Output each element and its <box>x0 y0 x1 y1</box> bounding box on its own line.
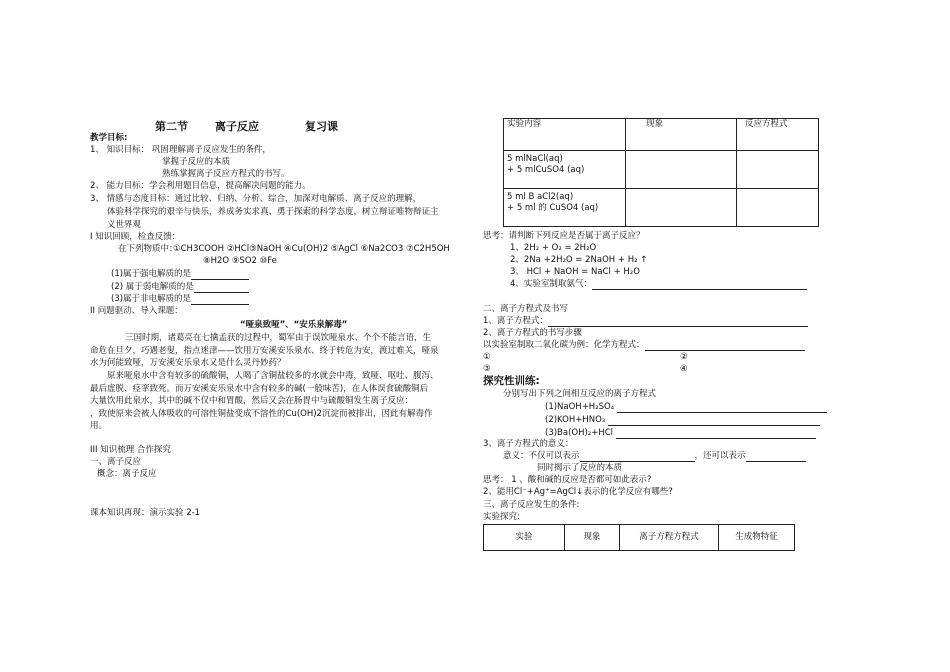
practice-heading: 探究性训练: <box>483 375 540 387</box>
objective-knowledge-3: 熟练掌握离子反应方程式的书写。 <box>162 169 290 179</box>
reaction-2: 2、2Na +2H₂O = 2NaOH + H₂ ↑ <box>510 255 648 265</box>
objectives-label: 教学目标: <box>90 133 128 143</box>
step-4: ④ <box>680 364 688 374</box>
concept-label: 概念：离子反应 <box>97 469 157 479</box>
table-header: 生成物特征 <box>719 525 795 551</box>
table-cell: 5 mlNaCl(aq) + 5 mlCuSO4 (aq) <box>504 151 626 189</box>
textbook-demo: 课本知识再现：演示实验 2-1 <box>90 508 201 518</box>
substances-list-2: ⑧H2O ⑨SO2 ⑩Fe <box>203 256 277 266</box>
page-title: 离子反应 <box>215 120 259 133</box>
experiment-table <box>503 118 819 227</box>
table-cell <box>626 151 737 189</box>
reaction-4: 4、实验室制取氨气： <box>510 279 807 290</box>
table-row <box>484 525 795 551</box>
question-non-electrolyte: (3)属于非电解质的是 <box>111 294 249 305</box>
reaction-3: 3、 HCl + NaOH = NaCl + H₂O <box>510 267 640 277</box>
story-para2-line1: 原来哑泉水中含有较多的硫酸铜，人喝了含铜盐较多的水就会中毒，致哑、呕吐、腹泻、 <box>107 371 439 381</box>
objective-knowledge: 1、 知识目标： 巩固理解离子反应发生的条件， <box>90 145 271 155</box>
section-knowledge: III 知识梳理 合作探究 <box>90 445 171 455</box>
meaning-essence: 同时揭示了反应的本质 <box>537 463 623 473</box>
substances-label: 在下列物质中： <box>118 244 178 254</box>
objective-knowledge-2: 掌握子反应的本质 <box>162 157 231 167</box>
table-cell <box>737 151 819 189</box>
ionic-equation-def: 1、离子方程式： <box>483 316 808 327</box>
reaction-1: 1、2H₂ + O₂ = 2H₂O <box>510 243 597 253</box>
story-para2-line4: ，致使原来会被人体吸收的可溶性铜盐变成不溶性的Cu(OH)2沉淀而被排出，因此有解毒作 <box>90 409 433 419</box>
objective-attitude: 3、 情感与态度目标：通过比较、归纳、分析、综合，加深对电解质、离子反应的理解， <box>90 194 422 204</box>
step-2: ② <box>680 352 688 362</box>
table-cell <box>626 189 737 227</box>
practice-description: 分别写出下列之间相互反应的离子方程式 <box>503 389 657 399</box>
think-acid-base: 思考： 1 、酸和碱的反应是否都可如此表示? <box>483 475 652 485</box>
question-weak-electrolyte: (2) 属于弱电解质的是 <box>111 282 249 293</box>
section-review: I 知识回顾，检查反馈： <box>90 232 181 242</box>
heading-ionic-reaction: 一、离子反应 <box>90 457 142 467</box>
story-para1-line2: 命危在旦夕，巧遇老叟，指点迷津——饮用万安溪安乐泉水、终于转危为安，渡过难关，哑泉 <box>90 346 439 356</box>
heading-ionic-equation: 二、离子方程式及书写 <box>483 304 569 314</box>
table-header: 实验 <box>484 525 565 551</box>
exercise-1: (1)NaOH+H₂SO₄ <box>545 402 827 413</box>
table-cell <box>737 189 819 227</box>
exercise-3: (3)Ba(OH)₂+HCl <box>545 428 816 439</box>
story-para2-line2: 最后虚脱、痉挛致死。而万安溪安乐泉水中含有较多的碱(一般味苦)，在人体误食硫酸铜后 <box>90 384 429 394</box>
objective-attitude-3: 义世界观 <box>107 220 142 230</box>
step-3: ③ <box>483 364 491 374</box>
heading-meaning: 3、离子方程式的意义： <box>483 439 574 449</box>
meaning-line: 意义：不仅可以表示 ，还可以表示 <box>503 451 806 462</box>
table-header: 实验内容 <box>504 119 626 151</box>
heading-conditions: 三、离子反应发生的条件: <box>483 500 580 510</box>
table-row <box>504 151 819 189</box>
question-strong-electrolyte: (1)属于强电解质的是 <box>111 269 249 280</box>
story-para2-line5: 用。 <box>90 421 108 431</box>
story-para2-line3: 大量饮用此泉水，其中的碱不仅中和胃酸，然后又会在肠胃中与硫酸铜发生离子反应： <box>90 396 414 406</box>
section-number: 第二节 <box>155 120 188 133</box>
table-header: 离子方程方程式 <box>620 525 719 551</box>
writing-steps: 2、离子方程式的书写步骤 <box>483 328 582 338</box>
substances-list: ①CH3COOH ②HCl③NaOH ④Cu(OH)2 ⑤AgCl ⑥Na2CO3 ⑦C2H5OH <box>173 244 450 254</box>
table-header: 现象 <box>626 119 737 151</box>
lesson-type: 复习课 <box>305 120 338 133</box>
conditions-table <box>483 524 795 551</box>
section-intro: II 问题驱动、导入课题： <box>90 306 183 316</box>
objective-ability: 2、 能力目标：学会利用题目信息，提高解决问题的能力。 <box>90 181 311 191</box>
think-silver-chloride: 2、能用Cl⁻+Ag⁺=AgCl↓表示的化学反应有哪些? <box>483 487 673 497</box>
co2-example: 以实验室制取二氧化碳为例：化学方程式： <box>483 340 805 351</box>
step-1: ① <box>483 352 491 362</box>
experiment-explore: 实验探究: <box>483 512 520 522</box>
objective-attitude-2: 体验科学探究的艰辛与快乐，养成务实求真、勇于探索的科学态度，树立辩证唯物辩证主 <box>107 207 439 217</box>
think-question: 思考：请判断下列反应是否属于离子反应？ <box>483 231 645 241</box>
story-para1-line3: 水为何能致哑，万安溪安乐泉水又是什么灵丹妙药？ <box>90 358 286 368</box>
story-para1-line1: 三国时期，诸葛亮在七擒孟获的过程中，蜀军由于误饮哑泉水、个个不能言语，生 <box>125 333 432 343</box>
table-row <box>504 189 819 227</box>
table-header: 反应方程式 <box>737 119 819 151</box>
table-cell: 5 ml B aCl2(aq) + 5 ml 的 CuSO4 (aq) <box>504 189 626 227</box>
table-header: 现象 <box>565 525 620 551</box>
story-title: “哑泉致哑”、“安乐泉解毒” <box>240 320 348 330</box>
exercise-2: (2)KOH+HNO₃ <box>545 415 820 426</box>
